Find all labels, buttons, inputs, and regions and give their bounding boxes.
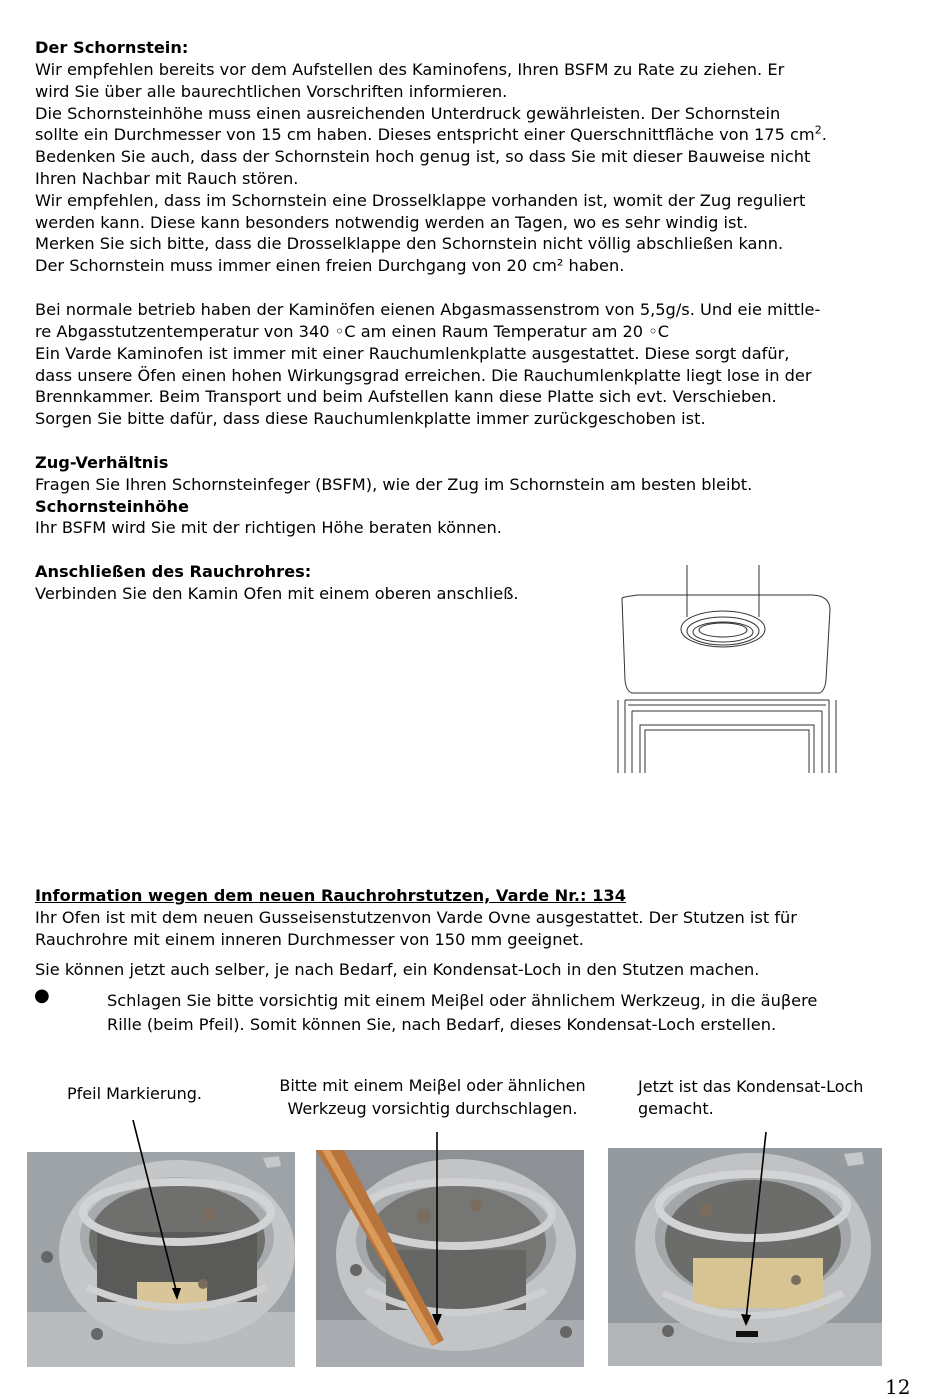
paragraph-line: Wir empfehlen, dass im Schornstein eine Drosselklappe vorhanden ist, womit der Zug reguliert xyxy=(35,191,806,210)
caption-meissel-line2: Werkzeug vorsichtig durchschlagen. xyxy=(287,1099,578,1118)
paragraph-line: Bedenken Sie auch, dass der Schornstein hoch genug ist, so dass Sie mit dieser Bauweise nicht xyxy=(35,147,811,166)
stove-drawing xyxy=(608,565,844,773)
section-heading-schornstein: Der Schornstein: xyxy=(35,38,189,57)
arrow-line-1 xyxy=(133,1120,177,1294)
section-heading-zug: Zug-Verhältnis xyxy=(35,453,169,472)
paragraph-line: werden kann. Diese kann besonders notwendig werden an Tagen, wo es sehr windig ist. xyxy=(35,213,748,232)
caption-loch-line1: Jetzt ist das Kondensat-Loch xyxy=(638,1077,864,1096)
paragraph-line: Brennkammer. Beim Transport und beim Aufstellen kann diese Platte sich evt. Verschieben. xyxy=(35,387,777,406)
paragraph-line: Bei normale betrieb haben der Kaminöfen eienen Abgasmassenstrom von 5,5g/s. Und eie mittle- xyxy=(35,300,821,319)
paragraph-line: Rauchrohre mit einem inneren Durchmesser von 150 mm geeignet. xyxy=(35,930,584,949)
paragraph-line: Ihr Ofen ist mit dem neuen Gusseisenstutzenvon Varde Ovne ausgestattet. Der Stutzen ist für xyxy=(35,908,797,927)
bullet-line: Schlagen Sie bitte vorsichtig mit einem Meiβel oder ähnlichem Werkzeug, in die äuβere xyxy=(107,991,818,1010)
paragraph-line: Sorgen Sie bitte dafür, dass diese Rauchumlenkplatte immer zurückgeschoben ist. xyxy=(35,409,706,428)
paragraph-line: Fragen Sie Ihren Schornsteinfeger (BSFM), wie der Zug im Schornstein am besten bleibt. xyxy=(35,475,753,494)
bullet-icon: ● xyxy=(34,985,50,1006)
paragraph-line: Ihren Nachbar mit Rauch stören. xyxy=(35,169,299,188)
paragraph-line: Die Schornsteinhöhe muss einen ausreichenden Unterdruck gewährleisten. Der Schornstein xyxy=(35,104,781,123)
arrow-line-3 xyxy=(746,1132,766,1320)
caption-loch-line2: gemacht. xyxy=(638,1099,714,1118)
paragraph-line: Ihr BSFM wird Sie mit der richtigen Höhe beraten können. xyxy=(35,518,502,537)
paragraph-text: sollte ein Durchmesser von 15 cm haben. Dieses entspricht einer Querschnittfläche von 175 cm xyxy=(35,125,815,144)
arrowhead-3-icon xyxy=(741,1314,751,1326)
paragraph-line: wird Sie über alle baurechtlichen Vorschriften informieren. xyxy=(35,82,508,101)
paragraph-line: dass unsere Öfen einen hohen Wirkungsgrad erreichen. Die Rauchumlenkplatte liegt lose in der xyxy=(35,366,812,385)
arrows-overlay xyxy=(0,1110,950,1370)
section-heading-information: Information wegen dem neuen Rauchrohrstutzen, Varde Nr.: 134 xyxy=(35,886,626,905)
paragraph-line: Sie können jetzt auch selber, je nach Bedarf, ein Kondensat-Loch in den Stutzen machen. xyxy=(35,960,760,979)
section-heading-hoehe: Schornsteinhöhe xyxy=(35,497,189,516)
period: . xyxy=(821,125,827,144)
arrowhead-1-icon xyxy=(172,1288,181,1300)
paragraph-line: Merken Sie sich bitte, dass die Drosselklappe den Schornstein nicht völlig abschließen kann. xyxy=(35,234,784,253)
caption-pfeil: Pfeil Markierung. xyxy=(67,1084,202,1103)
superscript-2: 2 xyxy=(814,123,822,137)
paragraph-line: Verbinden Sie den Kamin Ofen mit einem oberen anschließ. xyxy=(35,584,519,603)
paragraph-line: Der Schornstein muss immer einen freien Durchgang von 20 cm² haben. xyxy=(35,256,625,275)
page-number: 12 xyxy=(885,1375,911,1399)
caption-meissel-line1: Bitte mit einem Meiβel oder ähnlichen xyxy=(279,1076,586,1095)
paragraph-line-cm2 xyxy=(35,124,827,146)
paragraph-line: Ein Varde Kaminofen ist immer mit einer Rauchumlenkplatte ausgestattet. Diese sorgt dafür, xyxy=(35,344,790,363)
arrowhead-2-icon xyxy=(432,1314,442,1326)
paragraph-line: Wir empfehlen bereits vor dem Aufstellen des Kaminofens, Ihren BSFM zu Rate zu ziehen. Er xyxy=(35,60,785,79)
bullet-line: Rille (beim Pfeil). Somit können Sie, nach Bedarf, dieses Kondensat-Loch erstellen. xyxy=(107,1015,777,1034)
section-heading-rauchrohr: Anschließen des Rauchrohres: xyxy=(35,562,312,581)
paragraph-line: re Abgasstutzentemperatur von 340 ◦C am einen Raum Temperatur am 20 ◦C xyxy=(35,322,670,341)
